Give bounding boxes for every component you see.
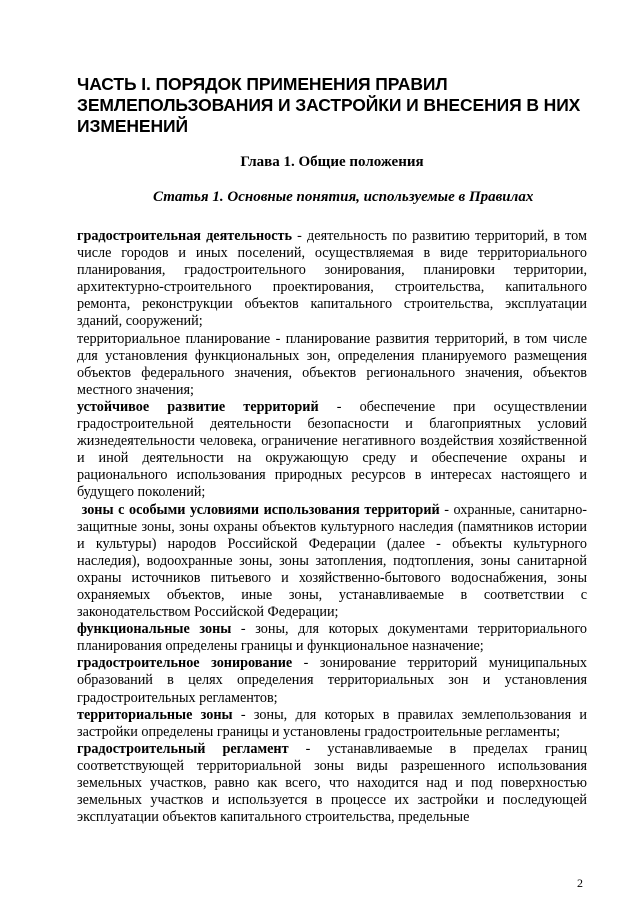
definition-term: устойчивое развитие территорий (77, 398, 319, 415)
definition-paragraph (77, 228, 587, 331)
definition-term: территориальные зоны (77, 706, 233, 723)
definition-paragraph (77, 621, 587, 655)
definition-text: - обеспечение при осуществлении градостроительной деятельности безопасности и благоприятных условий жизнедеятельности человека, ограничение негативного воздействия хозяйственной и иной деятельности на окружающую среду и обеспечение охраны и рационального использования природных ресурсов в интересах настоящего и будущего поколений; (77, 398, 587, 501)
definition-paragraph (77, 501, 591, 622)
definition-text: - деятельность по развитию территорий, в том числе городов и иных поселений, осуществляемая в виде территориального планирования, градостроительного зонирования, планировки территории, архитектурно-строительного проектирования, строительства, капитального ремонта, реконструкции объектов капитального строительства, эксплуатации зданий, сооружений; (77, 228, 587, 330)
part-title: ЧАСТЬ I. ПОРЯДОК ПРИМЕНЕНИЯ ПРАВИЛ ЗЕМЛЕПОЛЬЗОВАНИЯ И ЗАСТРОЙКИ И ВНЕСЕНИЯ В НИХ ИЗМЕНЕНИЙ (77, 74, 581, 136)
definitions-list (77, 228, 591, 826)
definition-term: зоны с особыми условиями использования территорий (77, 501, 440, 518)
definition-paragraph (77, 741, 587, 826)
definition-paragraph (77, 331, 587, 399)
definition-paragraph (77, 707, 587, 741)
definition-term: градостроительная деятельность (77, 228, 293, 244)
definition-text: - зонирование территорий муниципальных образований в целях определения территориальных зон и установления градостроительных регламентов; (77, 655, 587, 706)
article-title: Статья 1. Основные понятия, используемые в Правилах (153, 189, 534, 205)
definition-text: - зоны, для которых в правилах землепользования и застройки определены границы и установлены градостроительные регламенты; (77, 706, 587, 740)
document-page (77, 74, 591, 826)
definition-text: территориальное планирование - планирование развития территорий, в том числе для установления функциональных зон, определения планируемого размещения объектов федерального значения, объектов регионального значения, объектов местного значения; (77, 330, 587, 398)
chapter-title: Глава 1. Общие положения (240, 154, 424, 170)
definition-paragraph (77, 655, 587, 706)
definition-text: - устанавливаемые в пределах границ соответствующей территориальной зоны виды разрешенного использования земельных участков, равно как всего, что находится над и под поверхностью земельных участков и используется в процессе их застройки и последующей эксплуатации объектов капитального строительства, предельные (77, 740, 587, 826)
page-number: 2 (577, 876, 583, 890)
definition-term: градостроительный регламент (77, 740, 289, 757)
definition-term: функциональные зоны (77, 621, 232, 638)
definition-text: - зоны, для которых документами территориального планирования определены границы и функциональное назначение; (77, 621, 588, 655)
definition-term: градостроительное зонирование (77, 655, 293, 672)
definition-text: - охранные, санитарно-защитные зоны, зоны охраны объектов культурного наследия (памятников истории и культуры) народов Российской Федерации (далее - объекты культурного наследия), водоохранные зоны, зоны затопления, подтопления, зоны санитарной охраны источников питьевого и хозяйственно-бытового водоснабжения, зоны охраняемых объектов, иные зоны, устанавливаемые в соответствии с законодательством Российской Федерации; (77, 501, 591, 621)
definition-paragraph (77, 399, 587, 502)
